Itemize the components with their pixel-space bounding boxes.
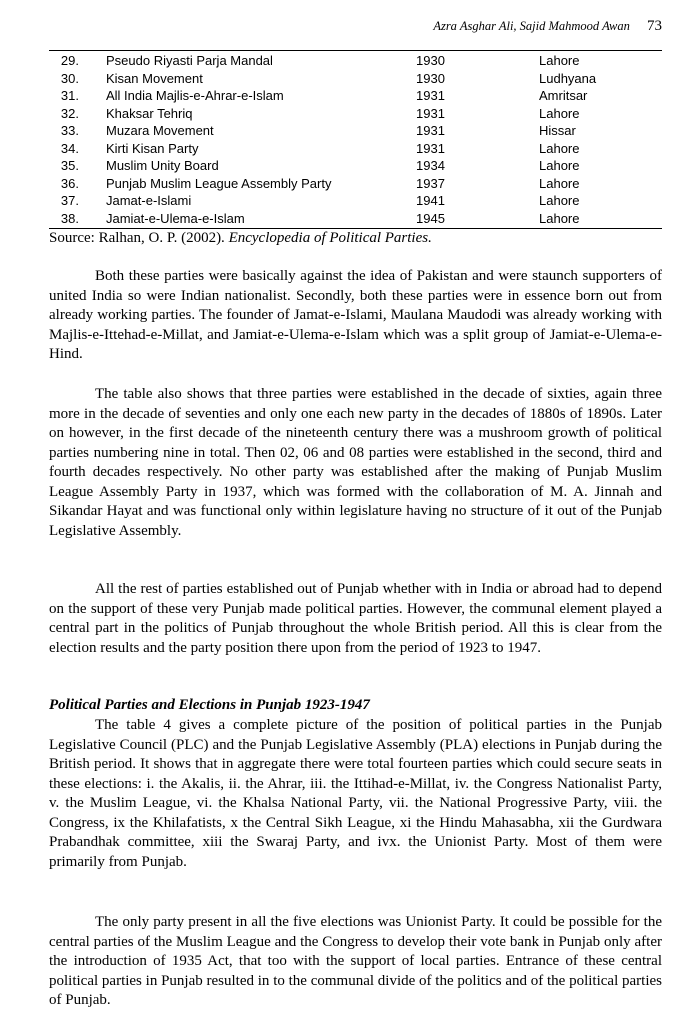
founding-year: 1937 (416, 175, 445, 191)
founding-place: Ludhyana (539, 70, 597, 86)
table-row (49, 122, 662, 140)
paragraph-2 (49, 385, 662, 541)
founding-year: 1931 (416, 123, 445, 138)
founding-year: 1931 (416, 140, 445, 156)
founding-year: 1934 (416, 158, 445, 173)
paragraph-5 (49, 913, 662, 1011)
table-row (49, 140, 662, 158)
party-name: Kisan Movement (106, 70, 203, 86)
paragraph-3 (49, 580, 662, 658)
row-number: 34. (60, 140, 79, 156)
founding-place: Lahore (539, 53, 580, 68)
table-bottom-rule (49, 228, 662, 229)
founding-year: 1931 (416, 88, 445, 103)
row-number: 29. (60, 53, 79, 68)
party-name: Pseudo Riyasti Parja Mandal (106, 53, 273, 68)
paragraph-text: The table 4 gives a complete picture of the position of political parties in the Punjab Legislative Council (PLC) and the Punjab Legislative Assembly (PLA) elections in Punjab during the British period. It shows that in aggregate there were total fourteen parties which could secure seats in these elections: i. the Akalis, ii. the Ahrar, iii. the Ittihad-e-Millat, iv. the Congress Nationalist Party, v. the Muslim League, vi. the Khalsa National Party, vii. the National Progressive Party, viii. the Congress, ix the Khilafatists, x the Central Sikh League, xi the Hindu Mahasabha, xii the Gurdwara Prabandhak committee, xiii the Swaraj Party, and ivx. the Unionist Party. Most of them were primarily from Punjab. (49, 717, 662, 870)
founding-place: Lahore (539, 140, 580, 156)
party-name: Jamiat-e-Ulema-e-Islam (106, 210, 245, 226)
section-heading: Political Parties and Elections in Punjab 1923-1947 (49, 697, 370, 713)
row-number: 31. (60, 88, 79, 103)
party-name: Khaksar Tehriq (106, 105, 193, 121)
founding-place: Hissar (539, 123, 576, 138)
row-number: 33. (60, 123, 79, 138)
running-head-authors: Azra Asghar Ali, Sajid Mahmood Awan (433, 19, 630, 33)
paragraph-4 (49, 716, 662, 872)
row-number: 37. (60, 193, 79, 208)
table-row (49, 210, 662, 228)
party-name: Punjab Muslim League Assembly Party (106, 175, 332, 191)
running-head (49, 18, 662, 42)
founding-year: 1945 (416, 210, 445, 226)
party-name: All India Majlis-e-Ahrar-e-Islam (106, 88, 284, 103)
parties-table (49, 52, 662, 227)
paragraph-1 (49, 267, 662, 365)
founding-place: Lahore (539, 193, 580, 208)
founding-year: 1930 (416, 70, 445, 86)
paragraph-text: The only party present in all the five elections was Unionist Party. It could be possible for the central parties of the Muslim League and the Congress to develop their vote bank in Punjab only after the introduction of 1935 Act, that too with the support of local parties. Entrance of these central political parties in Punjab resulted in to the communal divide of the politics and of the political parties of Punjab. (49, 914, 662, 1008)
page-number: 73 (647, 18, 662, 34)
founding-place: Lahore (539, 210, 580, 226)
row-number: 30. (60, 70, 79, 86)
founding-place: Lahore (539, 105, 580, 121)
row-number: 32. (60, 105, 79, 121)
founding-year: 1930 (416, 53, 445, 68)
founding-place: Lahore (539, 158, 580, 173)
table-row (49, 87, 662, 105)
row-number: 36. (60, 175, 79, 191)
table-row (49, 70, 662, 88)
party-name: Kirti Kisan Party (106, 140, 199, 156)
paragraph-text: The table also shows that three parties were established in the decade of sixties, again three more in the decade of seventies and only one each new party in the decades of 1880s of 1890s. Later on however, in the first decade of the nineteenth century there was a mushroom growth of political parties numbering nine in total. Then 02, 06 and 08 parties were established in the second, third and fourth decades respectively. No other party was established after the making of Punjab Muslim League Assembly Party in 1937, which was formed with the collaboration of M. A. Jinnah and Sikandar Hayat and was functional only within legislature having no structure of it out of the Punjab Legislative Assembly. (49, 386, 662, 539)
table-row (49, 105, 662, 123)
paragraph-text: Both these parties were basically against the idea of Pakistan and were staunch supporters of united India so were Indian nationalist. Secondly, both these parties were in essence born out from already working parties. The founder of Jamat-e-Islami, Maulana Maudodi was already working with Majlis-e-Ittehad-e-Millat, and Jamiat-e-Ulema-e-Islam which was a split group of Jamiat-e-Ulema-e-Hind. (49, 268, 662, 362)
table-row (49, 192, 662, 210)
founding-year: 1931 (416, 105, 445, 121)
table-row (49, 157, 662, 175)
founding-place: Lahore (539, 175, 580, 191)
party-name: Muslim Unity Board (106, 158, 219, 173)
table-row (49, 175, 662, 193)
source-title: Encyclopedia of Political Parties. (228, 230, 432, 246)
header-rule (49, 50, 662, 51)
source-citation: Source: Ralhan, O. P. (2002). (49, 230, 229, 246)
founding-place: Amritsar (539, 88, 588, 103)
table-row (49, 52, 662, 70)
party-name: Muzara Movement (106, 123, 214, 138)
founding-year: 1941 (416, 193, 445, 208)
row-number: 35. (60, 158, 79, 173)
table-source (49, 230, 432, 247)
row-number: 38. (60, 210, 79, 226)
paragraph-text: All the rest of parties established out of Punjab whether with in India or abroad had to depend on the support of these very Punjab made political parties. However, the communal element played a central part in the politics of Punjab throughout the whole British period. All this is clear from the election results and the party position there upon from the period of 1923 to 1947. (49, 581, 662, 656)
party-name: Jamat-e-Islami (106, 193, 192, 208)
